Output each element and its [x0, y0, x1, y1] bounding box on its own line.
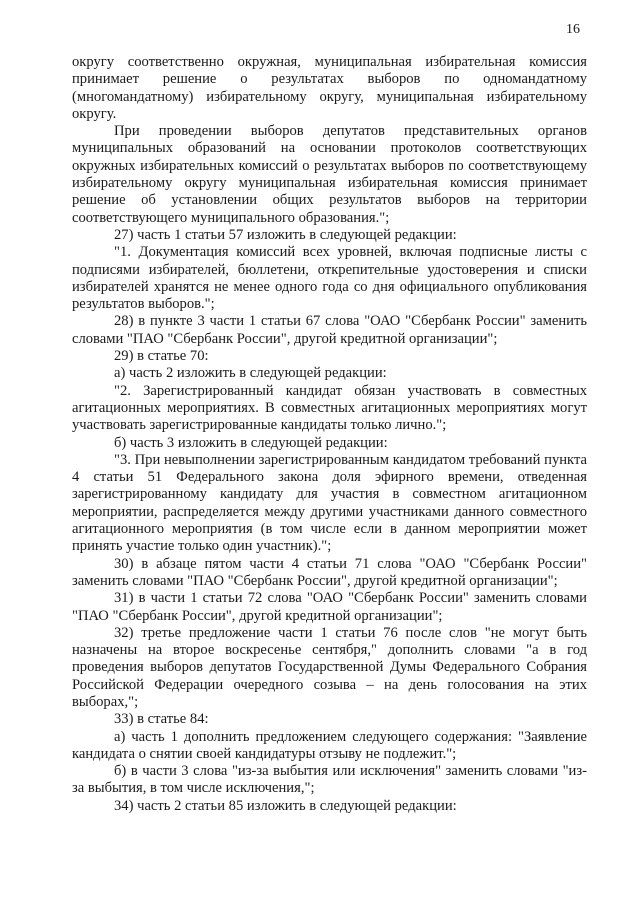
- paragraph: "2. Зарегистрированный кандидат обязан участвовать в совместных агитационных мероприятиях. В совместных агитационных мероприятиях могут участвовать зарегистрированные кандидаты только лично.";: [72, 382, 587, 434]
- page-number: 16: [566, 22, 580, 37]
- paragraph: "3. При невыполнении зарегистрированным кандидатом требований пункта 4 статьи 51 Федерального закона доля эфирного времени, отведенная зарегистрированному кандидату для участия в совместном агитационном мероприятии, распределяется между другими участниками данного совместного агитационного мероприятия (в том числе если в данном мероприятии может принять участие только один участник).";: [72, 451, 587, 555]
- document-body: [72, 54, 587, 815]
- paragraph: 29) в статье 70:: [114, 348, 209, 365]
- paragraph: При проведении выборов депутатов представительных органов муниципальных образований на основании протоколов соответствующих окружных избирательных комиссий о результатах выборов по соответствующему избирательному округу муниципальная избирательная комиссия принимает решение об установлении общих результатов выборов на территории соответствующего муниципального образования.";: [72, 123, 587, 226]
- paragraph: а) часть 1 дополнить предложением следующего содержания: "Заявление кандидата о снятии своей кандидатуры отзыву не подлежит.";: [72, 728, 587, 762]
- paragraph: б) часть 3 изложить в следующей редакции:: [114, 434, 388, 451]
- paragraph: 31) в части 1 статьи 72 слова "ОАО "Сбербанк России" заменить словами "ПАО "Сбербанк России", другой кредитной организации";: [72, 590, 587, 624]
- paragraph: 32) третье предложение части 1 статьи 76 после слов "не могут быть назначены на второе воскресенье сентября," дополнить словами "а в год проведения выборов депутатов Государственной Думы Федерального Собрания Российской Федерации очередного созыва – на день голосования на этих выборах,";: [72, 624, 587, 710]
- paragraph: 34) часть 2 статьи 85 изложить в следующей редакции:: [114, 797, 457, 814]
- paragraph: 27) часть 1 статьи 57 изложить в следующей редакции:: [114, 226, 457, 243]
- paragraph: 33) в статье 84:: [114, 711, 209, 728]
- paragraph: округу соответственно окружная, муниципальная избирательная комиссия принимает решение о результатах выборов по одномандатному (многомандатному) избирательному округу, муниципальная избирательному округу.: [72, 54, 587, 122]
- paragraph: 28) в пункте 3 части 1 статьи 67 слова "ОАО "Сбербанк России" заменить словами "ПАО "Сбербанк России", другой кредитной организации";: [72, 313, 587, 347]
- paragraph: б) в части 3 слова "из-за выбытия или исключения" заменить словами "из-за выбытия, в том числе исключения,";: [72, 763, 587, 797]
- paragraph: 30) в абзаце пятом части 4 статьи 71 слова "ОАО "Сбербанк России" заменить словами "ПАО "Сбербанк России", другой кредитной организации";: [72, 555, 587, 589]
- paragraph: а) часть 2 изложить в следующей редакции:: [114, 365, 387, 382]
- paragraph: "1. Документация комиссий всех уровней, включая подписные листы с подписями избирателей, бюллетени, открепительные удостоверения и списки избирателей хранятся не менее одного года со дня официального опубликования результатов выборов.";: [72, 244, 587, 313]
